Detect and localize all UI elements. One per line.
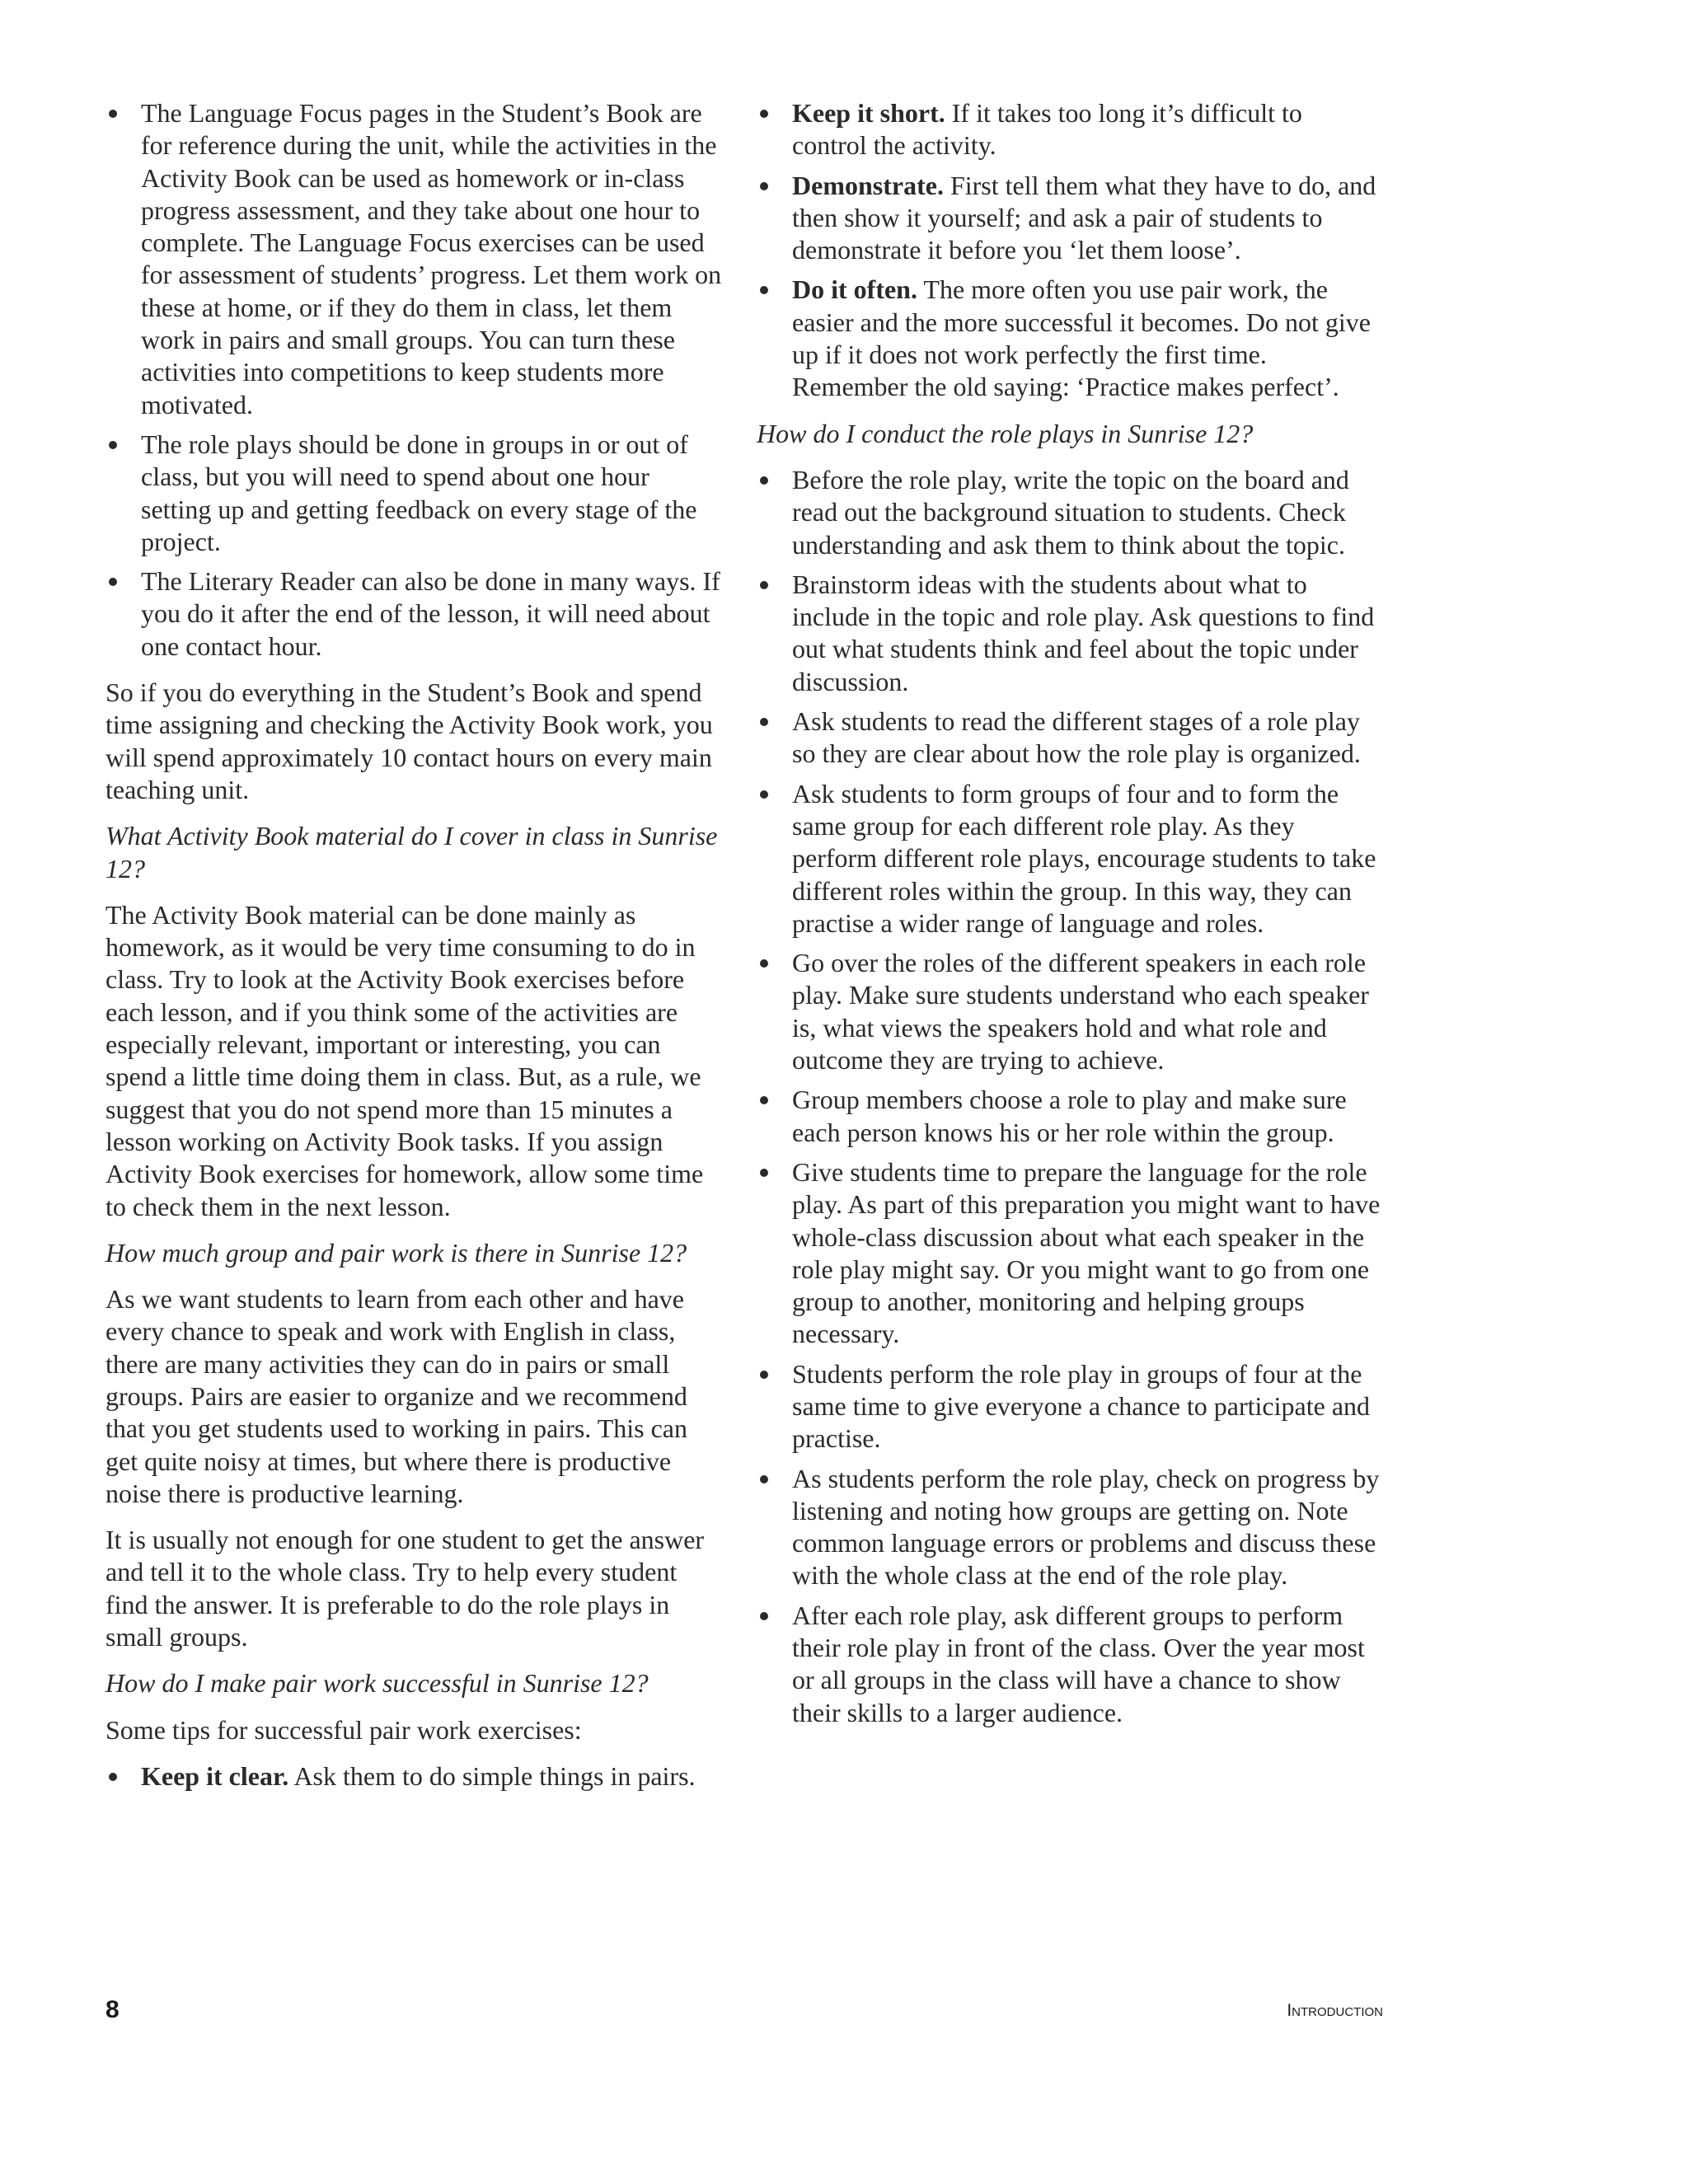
bullet-icon bbox=[760, 718, 768, 726]
list-item-text: The Literary Reader can also be done in many ways. If you do it after the end of the lesson, it will need about one contact hour. bbox=[141, 566, 720, 661]
tip-lead: Keep it clear. bbox=[141, 1760, 289, 1791]
tip-text: If it takes too long it’s difficult to control the activity. bbox=[792, 98, 1302, 161]
heading-activity-book: What Activity Book material do I cover in class in Sunrise 12? bbox=[106, 821, 718, 883]
list-item-text: The Language Focus pages in the Student’s Book are for reference during the unit, while the activities in the Activity Book can be used as homework or in-class progress assessment, and they take about one hour to complete. The Language Focus exercises can be used for assessment of students’ progress. Let them work on these at home, or if they do them in class, let them work in pairs and small groups. You can turn these activities into competitions to keep students more motivated. bbox=[141, 98, 722, 419]
bullet-icon bbox=[760, 581, 768, 589]
list-item-text: After each role play, ask different groups to perform their role play in front of the class. Over the year most or all groups in the class will have a chance to show their skills to a larger audience. bbox=[792, 1600, 1365, 1727]
list-item-text: Ask students to read the different stages of a role play so they are clear about how the role play is organized. bbox=[792, 706, 1361, 769]
list-item-text: As students perform the role play, check on progress by listening and noting how groups are getting on. Note common language errors or problems and discuss these with the whole class at the end of the role play. bbox=[792, 1463, 1380, 1591]
list-item-text: Students perform the role play in groups of four at the same time to give everyone a chance to participate and practise. bbox=[792, 1358, 1371, 1454]
time-allocation-list bbox=[106, 97, 725, 663]
list-item bbox=[757, 464, 1383, 561]
list-item-text: Brainstorm ideas with the students about what to include in the topic and role play. Ask questions to find out what students think and feel about the topic under discussion. bbox=[792, 569, 1375, 696]
bullet-icon bbox=[760, 1371, 768, 1379]
list-item bbox=[757, 1600, 1383, 1729]
list-item bbox=[757, 274, 1383, 403]
list-item bbox=[106, 97, 725, 421]
heading-group-pair-work: How much group and pair work is there in Sunrise 12? bbox=[106, 1237, 687, 1268]
list-item-text: Go over the roles of the different speakers in each role play. Make sure students understand who each speaker is, what views the speakers hold and what role and outcome they are trying to achieve. bbox=[792, 948, 1369, 1076]
bullet-icon bbox=[109, 1773, 117, 1781]
right-column bbox=[757, 97, 1383, 1743]
bullet-icon bbox=[760, 959, 768, 968]
tip-lead: Demonstrate. bbox=[792, 170, 944, 200]
tip-text: Ask them to do simple things in pairs. bbox=[288, 1760, 696, 1791]
list-item bbox=[757, 1084, 1383, 1149]
list-item bbox=[757, 947, 1383, 1076]
bullet-icon bbox=[760, 182, 768, 190]
bullet-icon bbox=[760, 286, 768, 294]
list-item bbox=[757, 705, 1383, 771]
tip-text: The more often you use pair work, the easier and the more successful it becomes. Do not give up if it does not work perfectly the first time. Remember the old saying: ‘Practice makes perfect’. bbox=[792, 274, 1371, 402]
heading-pair-work-success: How do I make pair work successful in Sunrise 12? bbox=[106, 1668, 649, 1699]
list-item bbox=[757, 170, 1383, 267]
list-item-text: Ask students to form groups of four and to form the same group for each different role play. As they perform different role plays, encourage students to take different roles within the group. In this way, they can practise a wider range of language and roles. bbox=[792, 778, 1376, 938]
list-item bbox=[106, 1760, 725, 1793]
list-item bbox=[106, 565, 725, 663]
list-item bbox=[757, 1358, 1383, 1455]
bullet-icon bbox=[760, 1475, 768, 1483]
list-item bbox=[757, 778, 1383, 940]
paragraph-tips-intro: Some tips for successful pair work exercises: bbox=[106, 1714, 582, 1745]
list-item bbox=[106, 429, 725, 558]
role-play-steps-list bbox=[757, 464, 1383, 1729]
list-item-text: Before the role play, write the topic on the board and read out the background situation to students. Check understanding and ask them to think about the topic. bbox=[792, 464, 1349, 560]
tip-text: First tell them what they have to do, and then show it yourself; and ask a pair of students to demonstrate it before you ‘let them loose’. bbox=[792, 170, 1376, 265]
running-footer-title: Introduction bbox=[1287, 2001, 1383, 2020]
heading-role-plays: How do I conduct the role plays in Sunrise 12? bbox=[757, 418, 1254, 448]
bullet-icon bbox=[760, 476, 768, 485]
paragraph-group-pair-work: As we want students to learn from each other and have every chance to speak and work with English in class, there are many activities they can do in pairs or small groups. Pairs are easier to organize and we recommend that you get students used to working in pairs. This can get quite noisy at times, but where there is productive noise there is productive learning. bbox=[106, 1284, 687, 1508]
bullet-icon bbox=[760, 790, 768, 799]
paragraph-activity-book: The Activity Book material can be done mainly as homework, as it would be very time consuming to do in class. Try to look at the Activity Book exercises before each lesson, and if you think some of the activities are especially relevant, important or interesting, you can spend a little time doing them in class. But, as a rule, we suggest that you do not spend more than 15 minutes a lesson working on Activity Book tasks. If you assign Activity Book exercises for homework, allow some time to check them in the next lesson. bbox=[106, 899, 704, 1221]
bullet-icon bbox=[760, 1612, 768, 1620]
tip-lead: Do it often. bbox=[792, 274, 917, 305]
bullet-icon bbox=[760, 1096, 768, 1104]
bullet-icon bbox=[109, 441, 117, 449]
list-item-text: Group members choose a role to play and make sure each person knows his or her role within the group. bbox=[792, 1085, 1347, 1147]
pair-work-tips-list bbox=[106, 1760, 725, 1793]
bullet-icon bbox=[760, 1169, 768, 1177]
paragraph-role-plays-small-groups: It is usually not enough for one student to get the answer and tell it to the whole class. Try to help every student find the answer. It is preferable to do the role plays in small groups. bbox=[106, 1525, 705, 1652]
list-item-text: The role plays should be done in groups in or out of class, but you will need to spend about one hour setting up and getting feedback on every stage of the project. bbox=[141, 429, 697, 556]
left-column bbox=[106, 97, 725, 1807]
list-item-text: Give students time to prepare the language for the role play. As part of this preparation you might want to have whole-class discussion about what each speaker in the role play might say. Or you might want to go from one group to another, monitoring and helping groups necessary. bbox=[792, 1156, 1381, 1349]
list-item bbox=[757, 569, 1383, 698]
bullet-icon bbox=[109, 578, 117, 586]
tip-lead: Keep it short. bbox=[792, 98, 945, 128]
list-item bbox=[757, 1463, 1383, 1592]
paragraph-contact-hours: So if you do everything in the Student’s Book and spend time assigning and checking the Activity Book work, you will spend approximately 10 contact hours on every main teaching unit. bbox=[106, 677, 713, 804]
bullet-icon bbox=[109, 110, 117, 118]
page-number: 8 bbox=[106, 1996, 120, 2023]
list-item bbox=[757, 97, 1383, 162]
bullet-icon bbox=[760, 110, 768, 118]
pair-work-tips-list-continued bbox=[757, 97, 1383, 404]
list-item bbox=[757, 1156, 1383, 1351]
